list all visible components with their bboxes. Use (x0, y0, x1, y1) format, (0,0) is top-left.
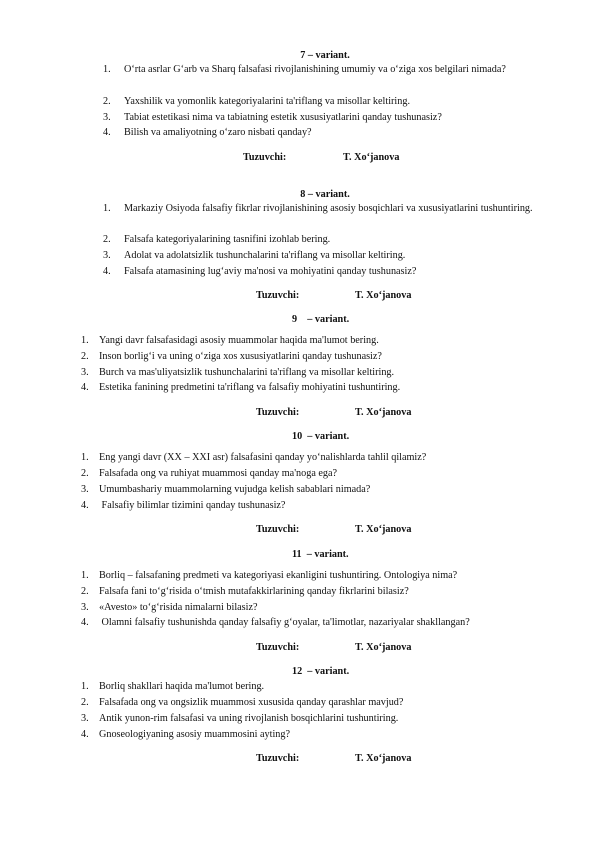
list-number: 4. (81, 500, 89, 511)
variant-heading: 7 – variant. (300, 50, 350, 61)
list-item: Falsafa fani to‘g‘risida o‘tmish mutafakkirlarining qanday fikrlarini bilasiz? (99, 586, 409, 597)
list-item: Falsafa kategoriyalarining tasnifini izohlab bering. (124, 234, 331, 245)
list-item: Gnoseologiyaning asosiy muammosini ayting? (99, 729, 290, 740)
list-number: 3. (81, 484, 89, 495)
list-item: Tabiat estetikasi nima va tabiatning estetik xususiyatlarini qanday tushunasiz? (124, 112, 442, 123)
list-item: Falsafiy bilimlar tizimini qanday tushunasiz? (99, 500, 286, 511)
composer-name: T. Xo‘janova (355, 753, 412, 764)
list-number: 2. (81, 351, 89, 362)
list-item: «Avesto» to‘g‘risida nimalarni bilasiz? (99, 602, 258, 613)
list-item: Burch va mas'uliyatsizlik tushunchalarini ta'riflang va misollar keltiring. (99, 367, 395, 378)
list-item: Olamni falsafiy tushunishda qanday falsafiy g‘oyalar, ta'limotlar, nazariyalar shakllangan? (99, 617, 470, 628)
composer-label: Tuzuvchi: (256, 642, 300, 653)
variant-heading: 10 – variant. (292, 431, 350, 442)
list-number: 3. (103, 250, 111, 261)
variant-heading: 8 – variant. (300, 189, 350, 200)
list-number: 3. (81, 602, 89, 613)
list-number: 3. (103, 112, 111, 123)
composer-label: Tuzuvchi: (256, 407, 300, 418)
composer-label: Tuzuvchi: (256, 290, 300, 301)
list-item: Umumbashariy muammolarning vujudga kelish sabablari nimada? (99, 484, 371, 495)
composer-label: Tuzuvchi: (256, 524, 300, 535)
list-number: 1. (81, 681, 89, 692)
list-item: O‘rta asrlar G‘arb va Sharq falsafasi rivojlanishining umumiy va o‘ziga xos belgilari nimada? (124, 64, 506, 75)
list-number: 1. (81, 452, 89, 463)
list-item: Borliq – falsafaning predmeti va kategoriyasi ekanligini tushuntiring. Ontologiya nima? (99, 570, 458, 581)
composer-name: T. Xo‘janova (355, 407, 412, 418)
list-number: 2. (81, 468, 89, 479)
list-item: Bilish va amaliyotning o‘zaro nisbati qanday? (124, 127, 312, 138)
variant-heading: 11 – variant. (292, 549, 349, 560)
list-number: 4. (81, 382, 89, 393)
list-item: Falsafada ong va ongsizlik muammosi xususida qanday qarashlar mavjud? (99, 697, 404, 708)
list-number: 2. (81, 586, 89, 597)
composer-name: T. Xo‘janova (355, 642, 412, 653)
composer-label: Tuzuvchi: (256, 753, 300, 764)
list-number: 1. (103, 64, 111, 75)
list-number: 2. (103, 234, 111, 245)
list-item: Markaziy Osiyoda falsafiy fikrlar rivojlanishining asosiy bosqichlari va xususiyatlarini tushuntiring. (124, 203, 533, 214)
list-item: Yaxshilik va yomonlik kategoriyalarini ta'riflang va misollar keltiring. (124, 96, 410, 107)
list-item: Adolat va adolatsizlik tushunchalarini ta'riflang va misollar keltiring. (124, 250, 406, 261)
list-number: 1. (103, 203, 111, 214)
variant-heading: 9 – variant. (292, 314, 350, 325)
list-number: 1. (81, 570, 89, 581)
composer-name: T. Xo‘janova (355, 290, 412, 301)
list-item: Borliq shakllari haqida ma'lumot bering. (99, 681, 265, 692)
composer-name: T. Xo‘janova (343, 152, 400, 163)
list-item: Yangi davr falsafasidagi asosiy muammolar haqida ma'lumot bering. (99, 335, 379, 346)
composer-label: Tuzuvchi: (243, 152, 287, 163)
list-number: 4. (81, 617, 89, 628)
list-item: Falsafada ong va ruhiyat muammosi qanday ma'noga ega? (99, 468, 338, 479)
list-number: 4. (103, 127, 111, 138)
list-number: 3. (81, 713, 89, 724)
composer-name: T. Xo‘janova (355, 524, 412, 535)
list-item: Eng yangi davr (XX – XXI asr) falsafasini qanday yo‘nalishlarda tahlil qilamiz? (99, 452, 427, 463)
list-item: Falsafa atamasining lug‘aviy ma'nosi va mohiyatini qanday tushunasiz? (124, 266, 417, 277)
list-item: Estetika fanining predmetini ta'riflang va falsafiy mohiyatini tushuntiring. (99, 382, 401, 393)
list-item: Inson borlig‘i va uning o‘ziga xos xususiyatlarini qanday tushunasiz? (99, 351, 382, 362)
list-number: 1. (81, 335, 89, 346)
list-number: 4. (81, 729, 89, 740)
variant-heading: 12 – variant. (292, 666, 350, 677)
list-number: 3. (81, 367, 89, 378)
list-number: 2. (103, 96, 111, 107)
list-number: 2. (81, 697, 89, 708)
list-item: Antik yunon-rim falsafasi va uning rivojlanish bosqichlarini tushuntiring. (99, 713, 399, 724)
list-number: 4. (103, 266, 111, 277)
